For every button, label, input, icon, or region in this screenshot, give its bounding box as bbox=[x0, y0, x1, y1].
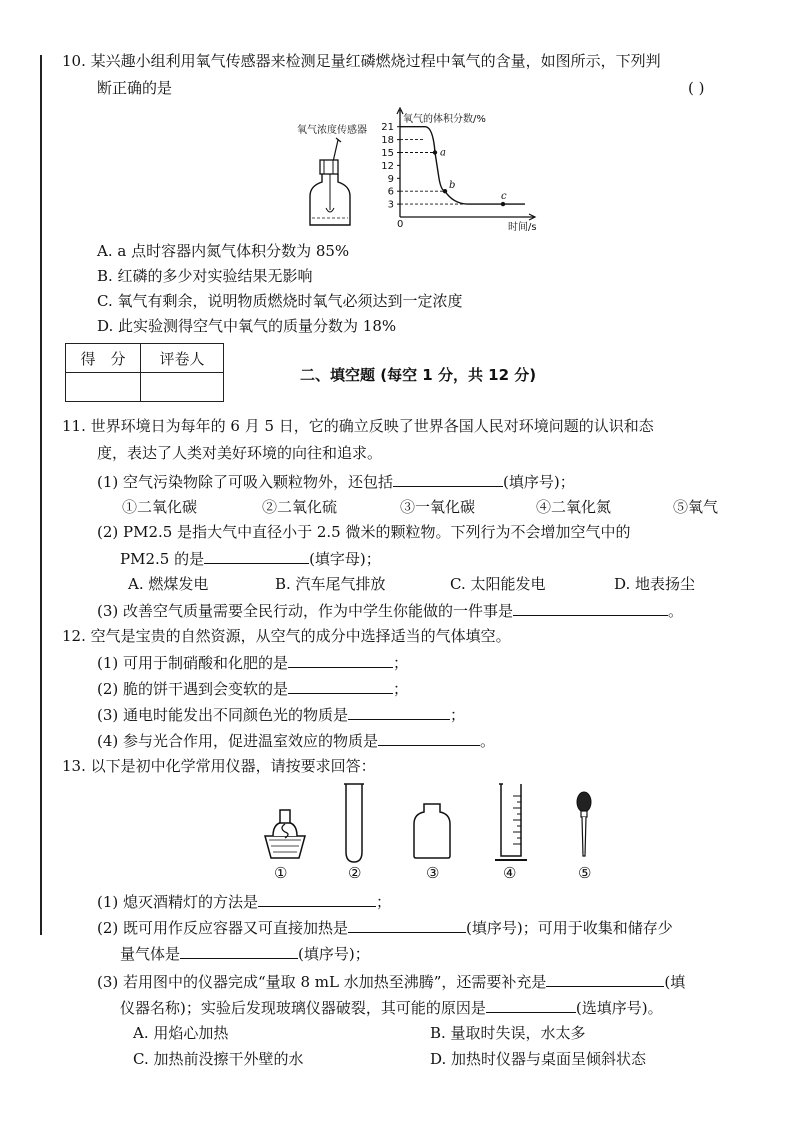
q11-part2-option-b: B. 汽车尾气排放 bbox=[275, 575, 386, 593]
q11-part2-line1: (2) PM2.5 是指大气中直径小于 2.5 微米的颗粒物。下列行为不会增加空气中的 bbox=[97, 523, 631, 541]
dropper-icon bbox=[572, 790, 596, 860]
q13-part3-line1 bbox=[97, 970, 685, 993]
q12-item-4-blank[interactable] bbox=[378, 729, 480, 746]
margin-rule bbox=[40, 55, 42, 935]
q13-part3-line2 bbox=[120, 996, 663, 1019]
q12-item-3-tail: ； bbox=[450, 706, 466, 724]
q13-stem: 13. 以下是初中化学常用仪器，请按要求回答： bbox=[62, 757, 376, 775]
graph-point-label: c bbox=[501, 191, 507, 203]
q13-part1-blank[interactable] bbox=[258, 890, 376, 907]
q12-stem: 12. 空气是宝贵的自然资源，从空气的成分中选择适当的气体填空。 bbox=[62, 627, 511, 645]
q13-part1 bbox=[97, 890, 391, 913]
q11-choice-5: ⑤氧气 bbox=[673, 498, 719, 516]
graduated-cylinder-icon bbox=[493, 782, 529, 864]
graph-point-label: a bbox=[440, 147, 446, 159]
q10-option-b: B. 红磷的多少对实验结果无影响 bbox=[97, 267, 313, 285]
section-title: 二、填空题 (每空 1 分，共 12 分) bbox=[300, 366, 537, 384]
q12-item-1 bbox=[97, 651, 408, 674]
q13-part1-tail: ； bbox=[376, 893, 392, 911]
graph-point bbox=[501, 202, 505, 206]
sensor-label: 氧气浓度传感器 bbox=[297, 125, 367, 136]
q13-part2-line1 bbox=[97, 916, 673, 939]
score-box bbox=[65, 343, 224, 402]
q11-part3-tail: 。 bbox=[668, 602, 684, 620]
q12-item-3-blank[interactable] bbox=[348, 703, 450, 720]
q11-choice-2: ②二氧化硫 bbox=[262, 498, 338, 516]
grader-cell[interactable] bbox=[141, 373, 224, 402]
graph-y-tick-label: 9 bbox=[387, 173, 394, 185]
q11-part1-text: (1) 空气污染物除了可吸入颗粒物外，还包括 bbox=[97, 473, 394, 491]
q10-answer-paren: ( ) bbox=[688, 79, 705, 97]
q12-item-2 bbox=[97, 677, 408, 700]
q11-part3-text: (3) 改善空气质量需要全民行动，作为中学生你能做的一件事是 bbox=[97, 602, 514, 620]
graph-y-tick-label: 12 bbox=[381, 160, 394, 172]
q10-option-c: C. 氧气有剩余，说明物质燃烧时氧气必须达到一定浓度 bbox=[97, 292, 463, 310]
graph-x-label: 时间/s bbox=[508, 222, 537, 233]
q12-item-3 bbox=[97, 703, 465, 726]
q11-part2-option-d: D. 地表扬尘 bbox=[614, 575, 696, 593]
grader-label: 评卷人 bbox=[141, 344, 224, 373]
q12-item-2-blank[interactable] bbox=[288, 677, 393, 694]
q11-choice-3: ③一氧化碳 bbox=[400, 498, 476, 516]
q12-item-4 bbox=[97, 729, 495, 752]
q13-part2b-text: 量气体是 bbox=[120, 945, 181, 963]
q13-part1-text: (1) 熄灭酒精灯的方法是 bbox=[97, 893, 259, 911]
graph-y-tick-label: 6 bbox=[387, 186, 394, 198]
graph-y-tick-label: 15 bbox=[381, 148, 394, 159]
q13-option-a: A. 用焰心加热 bbox=[133, 1024, 229, 1042]
q11-stem-line2: 度，表达了人类对美好环境的向往和追求。 bbox=[97, 444, 383, 462]
graph-y-tick-label: 21 bbox=[381, 122, 394, 134]
instrument-label-4: ④ bbox=[503, 864, 517, 882]
q13-part2-line2 bbox=[120, 942, 370, 965]
q13-part3-blank-1[interactable] bbox=[546, 970, 664, 987]
q11-part3 bbox=[97, 599, 683, 622]
q13-part2-blank-1[interactable] bbox=[348, 916, 466, 933]
q11-part3-blank[interactable] bbox=[513, 599, 668, 616]
q13-part2-tail: (填序号)；可用于收集和储存少 bbox=[466, 919, 673, 937]
q13-part3b-text: 仪器名称)；实验后发现玻璃仪器破裂，其可能的原因是 bbox=[120, 999, 486, 1017]
q13-part3b-tail: (选填序号)。 bbox=[575, 999, 663, 1017]
q11-part1-blank[interactable] bbox=[393, 470, 503, 487]
q11-part2-option-c: C. 太阳能发电 bbox=[450, 575, 546, 593]
q10-option-a: A. a 点时容器内氮气体积分数为 85% bbox=[97, 242, 350, 260]
gas-collecting-bottle-icon bbox=[410, 802, 454, 860]
q11-stem-line1: 11. 世界环境日为每年的 6 月 5 日，它的确立反映了世界各国人民对环境问题的认识和态 bbox=[62, 417, 654, 435]
instrument-label-5: ⑤ bbox=[578, 864, 592, 882]
q11-part2-tail: (填字母)； bbox=[309, 550, 381, 568]
q13-part3-tail: (填 bbox=[664, 973, 686, 991]
q11-choice-4: ④二氧化氮 bbox=[536, 498, 612, 516]
q12-item-1-blank[interactable] bbox=[288, 651, 393, 668]
q10-stem-line1: 10. 某兴趣小组利用氧气传感器来检测足量红磷燃烧过程中氧气的含量，如图所示，下列判 bbox=[62, 52, 661, 70]
graph-point bbox=[433, 150, 437, 154]
q13-part2b-tail: (填序号)； bbox=[298, 945, 370, 963]
test-tube-icon bbox=[341, 782, 367, 864]
graph-y-tick-label: 18 bbox=[381, 135, 394, 147]
q11-part1 bbox=[97, 470, 575, 493]
instrument-label-3: ③ bbox=[426, 864, 440, 882]
q13-option-d: D. 加热时仪器与桌面呈倾斜状态 bbox=[430, 1050, 647, 1068]
q10-option-d: D. 此实验测得空气中氧气的质量分数为 18% bbox=[97, 317, 397, 335]
q13-option-c: C. 加热前没擦干外壁的水 bbox=[133, 1050, 304, 1068]
q11-part2-blank[interactable] bbox=[204, 547, 309, 564]
q11-choice-1: ①二氧化碳 bbox=[122, 498, 198, 516]
graph-point bbox=[443, 189, 447, 193]
q12-item-2-tail: ； bbox=[393, 680, 409, 698]
q12-item-4-text: (4) 参与光合作用，促进温室效应的物质是 bbox=[97, 732, 379, 750]
q12-item-3-text: (3) 通电时能发出不同颜色光的物质是 bbox=[97, 706, 349, 724]
score-cell[interactable] bbox=[66, 373, 141, 402]
graph-y-label: 氧气的体积分数/% bbox=[403, 114, 486, 125]
alcohol-lamp-icon bbox=[255, 800, 315, 862]
score-label: 得 分 bbox=[66, 344, 141, 373]
q11-part2-text: PM2.5 的是 bbox=[120, 550, 205, 568]
graph-y-tick-label: 3 bbox=[387, 199, 394, 211]
q12-item-1-tail: ； bbox=[393, 654, 409, 672]
q13-option-b: B. 量取时失误，水太多 bbox=[430, 1024, 586, 1042]
q12-item-4-tail: 。 bbox=[480, 732, 496, 750]
q12-item-2-text: (2) 脆的饼干遇到会变软的是 bbox=[97, 680, 289, 698]
q10-stem-line2: 断正确的是 bbox=[97, 79, 173, 97]
instrument-label-1: ① bbox=[274, 864, 288, 882]
q11-part1-tail: (填序号)； bbox=[503, 473, 575, 491]
sensor-apparatus-diagram bbox=[300, 130, 360, 230]
q13-part3-blank-2[interactable] bbox=[486, 996, 576, 1013]
q13-part3-text: (3) 若用图中的仪器完成“量取 8 mL 水加热至沸腾”，还需要补充是 bbox=[97, 973, 547, 991]
q11-part2-line2 bbox=[120, 547, 381, 570]
q13-part2-blank-2[interactable] bbox=[180, 942, 298, 959]
graph-origin: 0 bbox=[397, 219, 404, 230]
q13-part2-text: (2) 既可用作反应容器又可直接加热是 bbox=[97, 919, 349, 937]
graph-point-label: b bbox=[449, 180, 456, 192]
instrument-label-2: ② bbox=[348, 864, 362, 882]
q11-part2-option-a: A. 燃煤发电 bbox=[128, 575, 209, 593]
q12-item-1-text: (1) 可用于制硝酸和化肥的是 bbox=[97, 654, 289, 672]
